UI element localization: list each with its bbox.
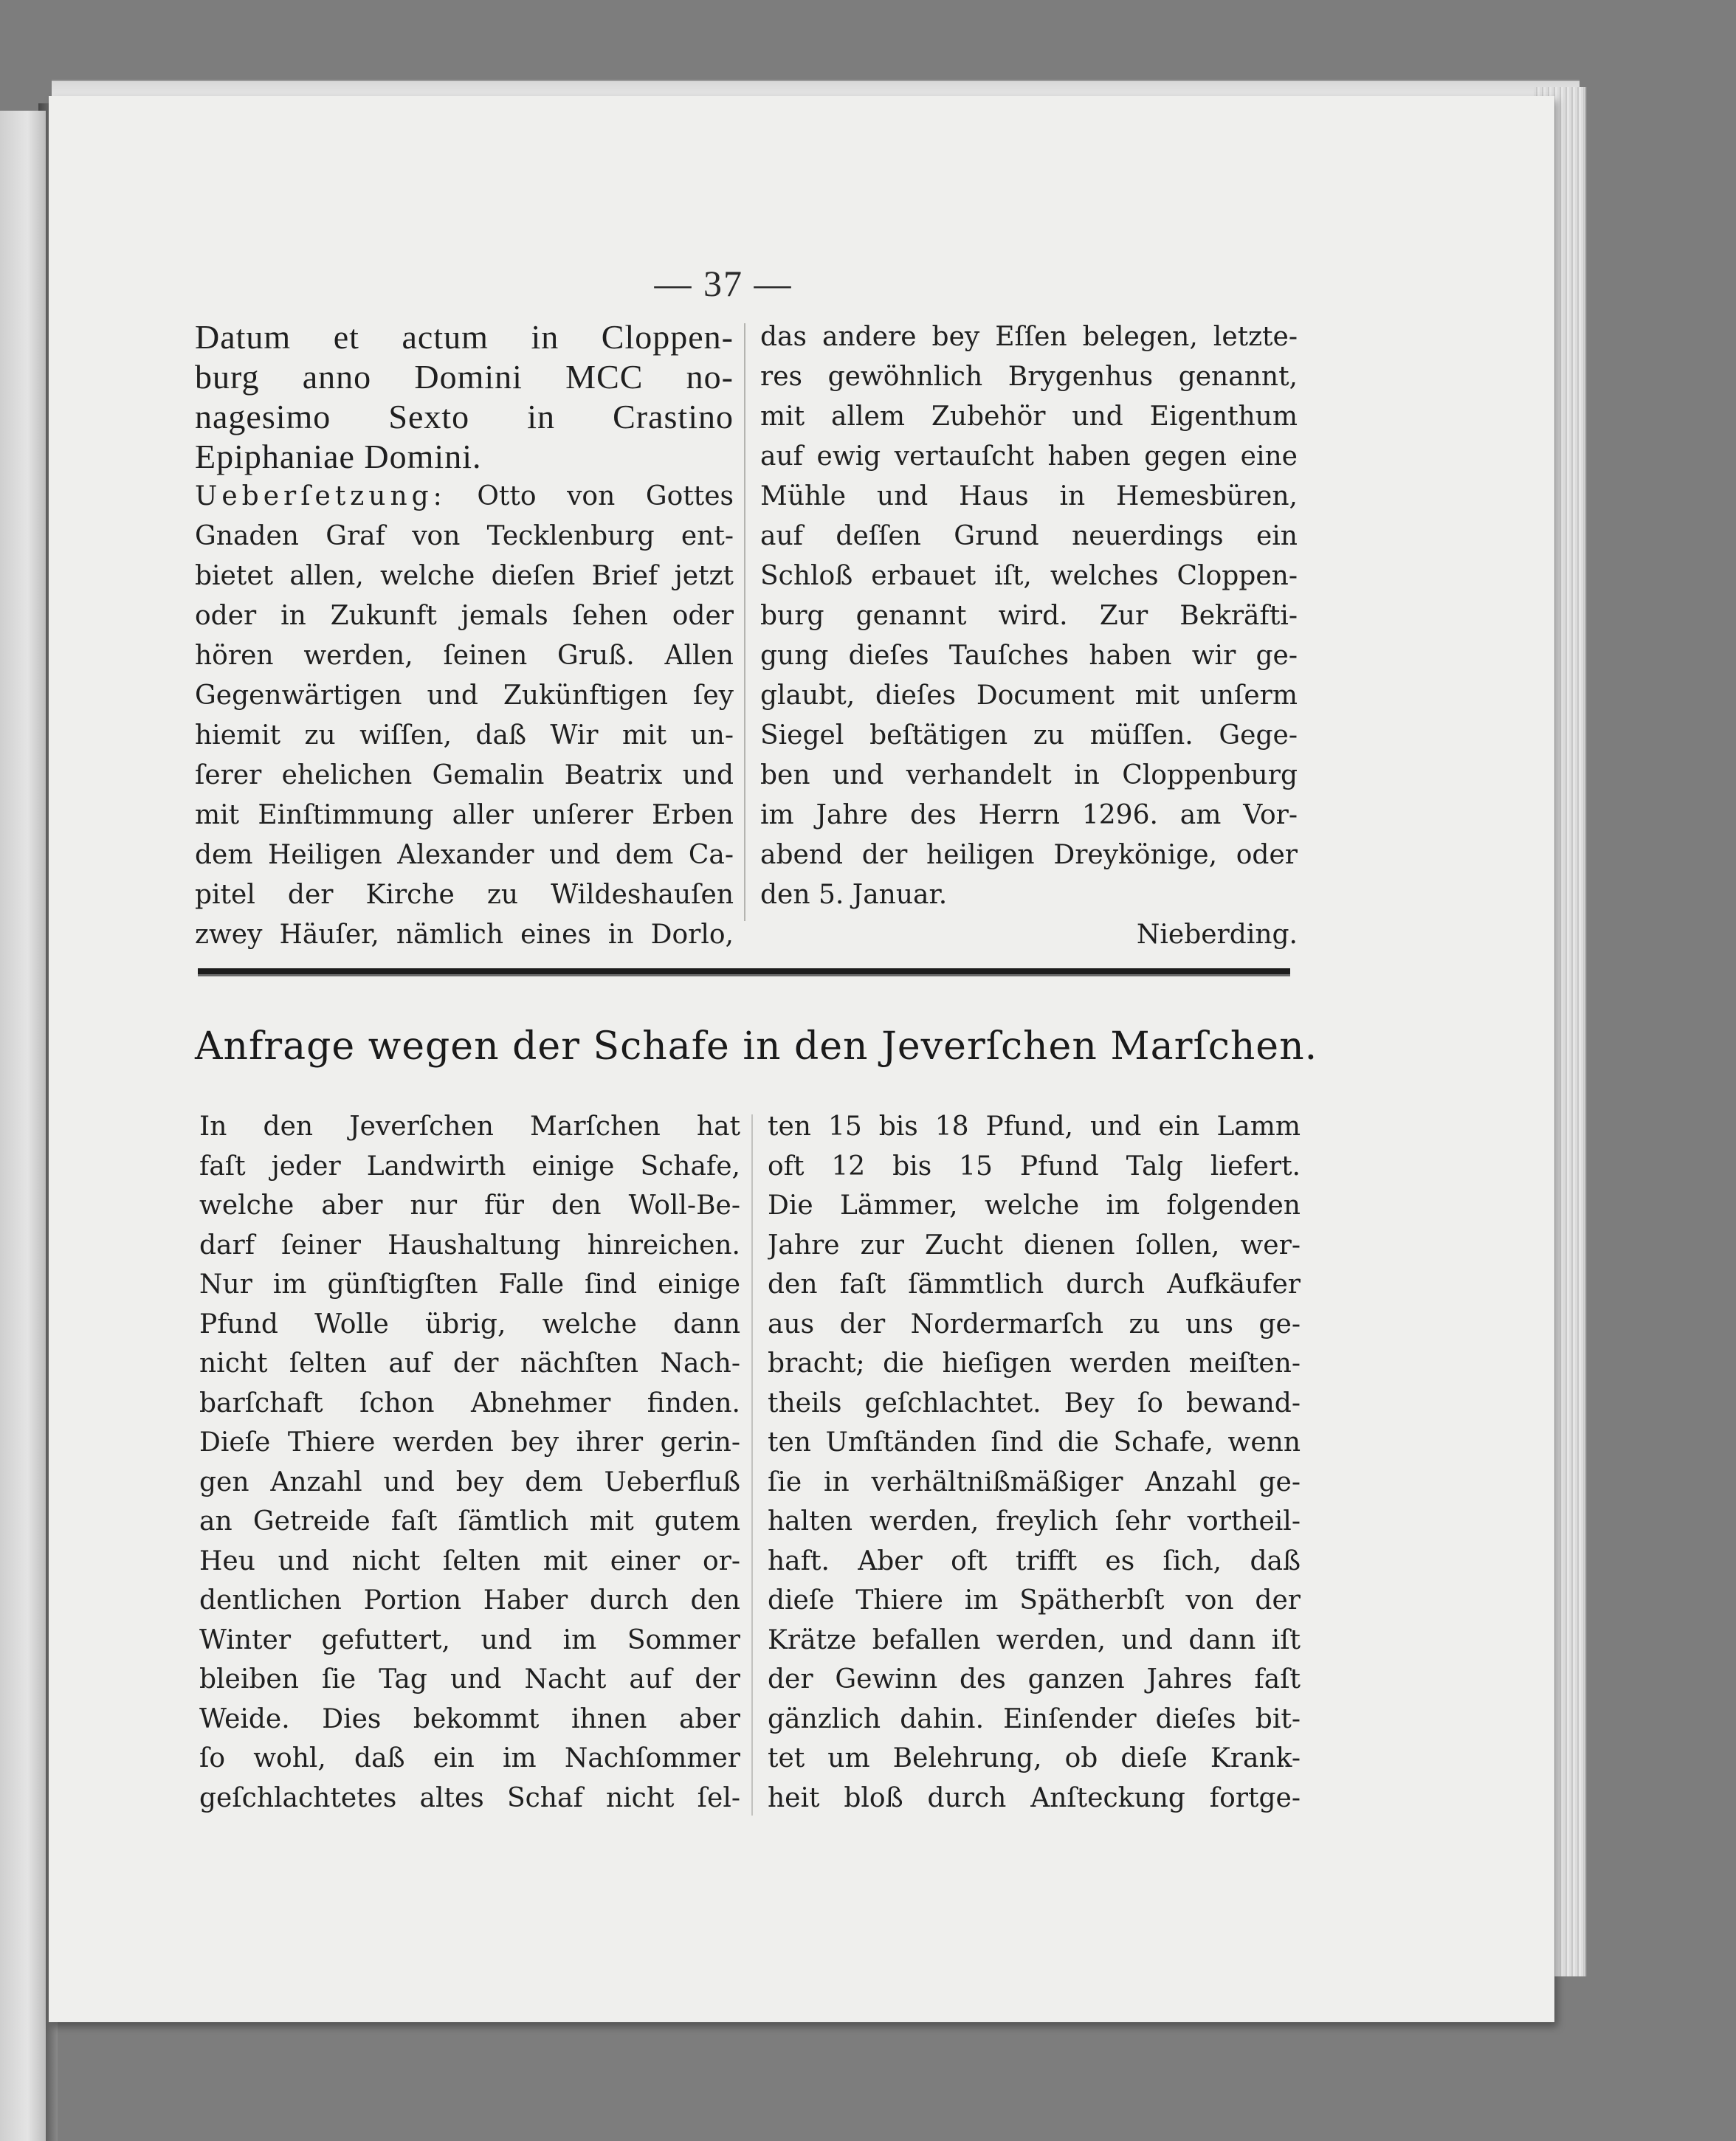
text-line: burg anno Domini MCC no- [195,358,734,396]
signature: Nieberding. [1136,920,1298,950]
translation-label: Ueberſetzung: [195,481,447,511]
article-headline: Anfrage wegen der Schafe in den Jeverſchen Marſchen. [195,1024,1318,1069]
text-line: nagesimo Sexto in Crastino [195,398,734,435]
text-line: Dieſe Thiere werden bey ihrer gerin- [199,1427,740,1458]
text-line: Schloß erbauet iſt, welches Cloppen- [760,561,1298,591]
text-line: Gegenwärtigen und Zukünftigen ſey [195,680,734,711]
text-line: Pfund Wolle übrig, welche dann [199,1309,740,1340]
text-line: Epiphaniae Domini. [195,438,482,475]
text-line: bleiben ſie Tag und Nacht auf der [199,1664,740,1694]
text-line: heit bloß durch Anſteckung fortge- [768,1782,1301,1813]
page-number: — 37 — [654,263,793,304]
text-line: Weide. Dies bekommt ihnen aber [199,1703,740,1734]
text-line: ſerer ehelichen Gemalin Beatrix und [195,760,734,790]
text-line: faſt jeder Landwirth einige Schafe, [199,1151,740,1182]
text-line: ſo wohl, daß ein im Nachſommer [199,1743,740,1773]
text-line: ben und verhandelt in Cloppenburg [760,760,1298,790]
text-line: ten Umſtänden ſind die Schafe, wenn [768,1427,1301,1458]
text-line: auf ewig vertauſcht haben gegen eine [760,441,1298,472]
text-line: Datum et actum in Cloppen- [195,318,734,356]
text-line: halten werden, freylich ſehr vortheil- [768,1506,1301,1537]
translation-first-words: Otto von Gottes [477,481,734,511]
text-line: das andere bey Eſſen belegen, letzte- [760,322,1298,352]
column-divider-top [744,323,745,921]
text-line: Siegel beſtätigen zu müſſen. Gege- [760,720,1298,751]
left-page-edge [0,111,46,2141]
text-line: an Getreide faſt ſämtlich mit gutem [199,1506,740,1537]
text-line: aus der Nordermarſch zu uns ge- [768,1309,1301,1340]
text-line: den 5. Januar. [760,880,948,910]
text-line: barſchaft ſchon Abnehmer finden. [199,1387,740,1418]
text-line: tet um Belehrung, ob dieſe Krank- [768,1743,1301,1773]
text-line: geſchlachtetes altes Schaf nicht ſel- [199,1782,740,1813]
text-line: Gnaden Graf von Tecklenburg ent- [195,521,734,551]
text-line: oder in Zukunft jemals ſehen oder [195,601,734,631]
text-line: In den Jeverſchen Marſchen hat [199,1111,740,1142]
text-line: den faſt ſämmtlich durch Aufkäufer [768,1269,1301,1300]
column-left-top [195,317,734,955]
column-divider-bottom [751,1114,753,1816]
text-line: hören werden, ſeinen Gruß. Allen [195,641,734,671]
text-line: Nur im günſtigſten Falle ſind einige [199,1269,740,1300]
text-line: haft. Aber oft trifft es ſich, daß [768,1545,1301,1576]
text-line: abend der heiligen Dreykönige, oder [760,840,1298,870]
text-line: glaubt, dieſes Document mit unſerm [760,680,1298,711]
text-line: darf ſeiner Haushaltung hinreichen. [199,1230,740,1261]
text-line: nicht ſelten auf der nächſten Nach- [199,1348,740,1379]
text-line: welche aber nur für den Woll-Be- [199,1190,740,1221]
text-line: im Jahre des Herrn 1296. am Vor- [760,800,1298,830]
text-line: mit allem Zubehör und Eigenthum [760,401,1298,432]
text-line: res gewöhnlich Brygenhus genannt, [760,362,1298,392]
text-line: Krätze befallen werden, und dann iſt [768,1624,1301,1655]
text-line: gung dieſes Tauſches haben wir ge- [760,641,1298,671]
text-line: ſie in verhältnißmäßiger Anzahl ge- [768,1466,1301,1497]
column-right-bottom [768,1107,1301,1818]
text-line: oft 12 bis 15 Pfund Talg liefert. [768,1151,1301,1182]
text-line: gänzlich dahin. Einſender dieſes bit- [768,1703,1301,1734]
text-line: auf deſſen Grund neuerdings ein [760,521,1298,551]
text-line: pitel der Kirche zu Wildeshauſen [195,880,734,910]
text-line: burg genannt wird. Zur Bekräfti- [760,601,1298,631]
translation-line [195,477,734,517]
section-rule [198,968,1290,976]
text-line: gen Anzahl und bey dem Ueberfluß [199,1466,740,1497]
text-line: Jahre zur Zucht dienen ſollen, wer- [768,1230,1301,1261]
text-line: dem Heiligen Alexander und dem Ca- [195,840,734,870]
text-line: dentlichen Portion Haber durch den [199,1585,740,1616]
text-line: theils geſchlachtet. Bey ſo bewand- [768,1387,1301,1418]
text-line: Winter gefuttert, und im Sommer [199,1624,740,1655]
text-line: dieſe Thiere im Spätherbſt von der [768,1585,1301,1616]
text-line: mit Einſtimmung aller unſerer Erben [195,800,734,830]
text-line: zwey Häuſer, nämlich eines in Dorlo, [195,920,734,950]
text-line: bietet allen, welche dieſen Brief jetzt [195,561,734,591]
text-line: Die Lämmer, welche im folgenden [768,1190,1301,1221]
column-right-top [760,317,1298,955]
text-line: der Gewinn des ganzen Jahres faſt [768,1664,1301,1694]
text-line: Mühle und Haus in Hemesbüren, [760,481,1298,511]
text-line: hiemit zu wiſſen, daß Wir mit un- [195,720,734,751]
text-line: ten 15 bis 18 Pfund, und ein Lamm [768,1111,1301,1142]
column-left-bottom [199,1107,740,1818]
text-line: Heu und nicht ſelten mit einer or- [199,1545,740,1576]
text-line: bracht; die hieſigen werden meiſten- [768,1348,1301,1379]
